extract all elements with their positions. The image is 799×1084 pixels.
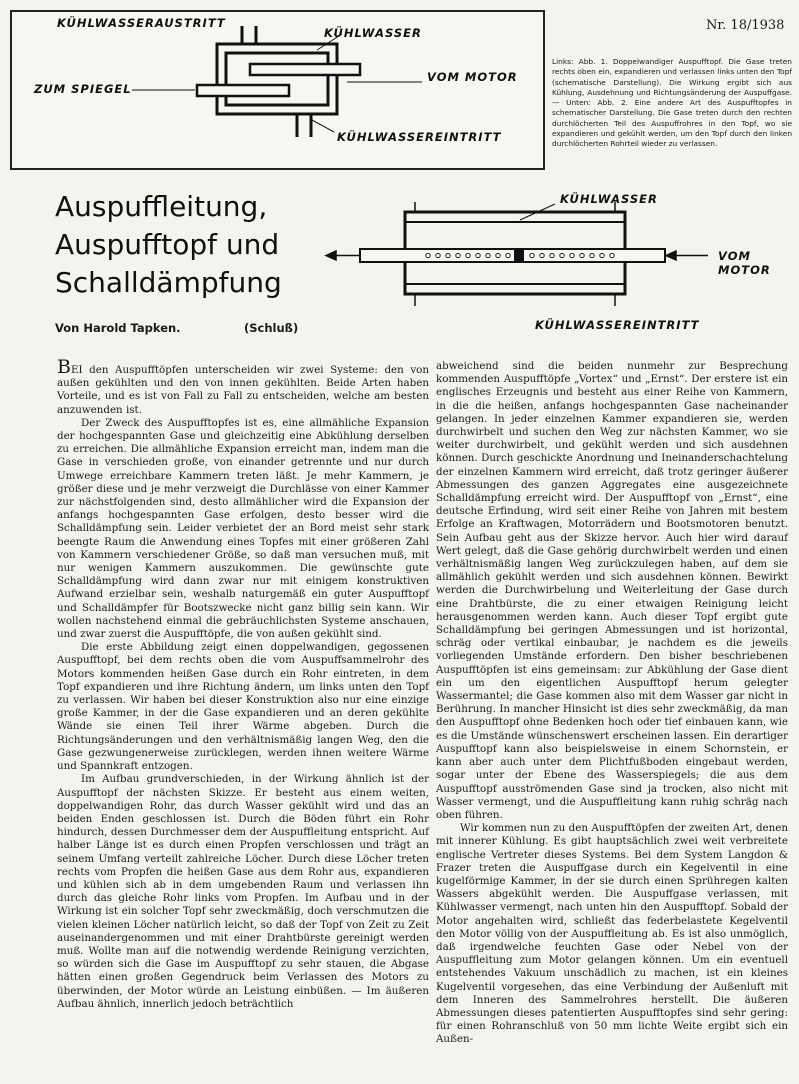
perforated-pipe xyxy=(360,249,665,262)
paragraph xyxy=(57,356,429,417)
label-coolant-2: KÜHLWASSER xyxy=(560,192,658,206)
article-title xyxy=(55,188,315,302)
title-line-3: Schalldämpfung xyxy=(55,266,282,299)
drop-cap: B xyxy=(57,356,71,378)
label-coolant-inlet-2: KÜHLWASSEREINTRITT xyxy=(535,318,700,332)
title-line-2: Auspufftopf und xyxy=(55,228,280,261)
body-column-right xyxy=(436,360,788,1047)
paragraph-text: EI den Auspufftöpfen unterscheiden wir zwei Systeme: den von außen gekühlten und den von innen gekühlten. Beide Arten haben Vorteile, und es ist von Fall zu Fall zu entscheiden, welche am besten anzuwenden ist. xyxy=(57,364,429,416)
entry-arrow xyxy=(666,251,676,260)
label-from-motor-2: VOM MOTOR xyxy=(718,249,771,277)
body-column-left xyxy=(57,356,429,1011)
paragraph: Der Zweck des Auspufftopfes ist es, eine allmähliche Expansion der hochgespannten Gase und gleichzeitig eine Abkühlung derselben zu erreichen. Die allmähliche Expansion erreicht man, indem man die Gase in verschieden große, von einander getrennte und nur durch Umwege erreichbare Kammern treten läßt. Je mehr Kammern, je größer diese und je mehr verzweigt die Durchlässe von einer Kammer zur nächstfolgenden sind, desto allmählicher wird die Expansion der anfangs hochgespannten Gase erfolgen, desto besser wird die Schalldämpfung sein. Leider verbietet der an Bord meist sehr stark beengte Raum die Anwendung eines Topfes mit einer größeren Zahl von Kammern verschiedener Größe, so daß man versuchen muß, mit nur wenigen Kammern auszukommen. Die gewünschte gute Schalldämpfung wird dann zwar nur mit einigem konstruktiven Aufwand erzielbar sein, weshalb naturgemäß ein guter Auspufftopf und Schalldämpfer für Bootszwecke nicht ganz billig sein kann. Wir wollen nachstehend einmal die gebräuchlichsten Systeme anschauen, und zwar zuerst die Auspufftöpfe, die von außen gekühlt sind. xyxy=(57,416,429,641)
label-coolant-outlet: KÜHLWASSERAUSTRITT xyxy=(57,16,226,30)
title-line-1: Auspuffleitung, xyxy=(55,190,268,223)
issue-number: Nr. 18/1938 xyxy=(706,18,785,33)
label-from-motor: VOM MOTOR xyxy=(427,70,518,84)
figure-1 xyxy=(10,10,545,170)
paragraph: Wir kommen nun zu den Auspufftöpfen der zweiten Art, denen mit innerer Kühlung. Es gibt hauptsächlich zwei weit verbreitete englische Vertreter dieses Systems. Bei dem System Langdon & Frazer treten die Auspuffgase durch ein Kegelventil in eine kugelförmige Kammer, in der sie durch einen Sprühregen kalten Wassers abgekühlt werden. Die Auspuffgase verlassen, mit Kühlwasser vermengt, nach unten hin den Auspufftopf. Sobald der Motor angehalten wird, schließt das federbelastete Kegelventil den Motor völlig von der Auspuffleitung ab. Es ist also unmöglich, daß irgendwelche feuchten Gase oder Nebel von der Auspuffleitung zum Motor gelangen können. Um ein eventuell entstehendes Vakuum unschädlich zu machen, ist ein kleines Kugelventil vorgesehen, das eine Verbindung der Außenluft mit dem Inneren des Sammelrohres herstellt. Die äußeren Abmessungen dieses patentierten Auspufftopfes sind sehr gering: für einen Rohranschluß von 50 mm lichte Weite ergibt sich ein Außen- xyxy=(436,822,788,1046)
figure-caption: Links: Abb. 1. Doppelwandiger Auspufftopf. Die Gase treten rechts oben ein, expandieren und verlassen links unten den Topf (schematische Darstellung). Die Wirkung ergibt sich aus Kühlung, Ausdehnung und Richtungsänderung der Auspuffgase. — Unten: Abb. 2. Eine andere Art des Auspufftopfes in schematischer Darstellung. Die Gase treten durch den rechten durchlöcherten Teil des Auspuffrohres in den Topf, wo sie expandieren und gekühlt werden, um den Topf durch den linken durchlöcherten Rohrteil wieder zu verlassen. xyxy=(552,57,792,149)
inlet-pipe xyxy=(250,64,360,75)
paragraph: Die erste Abbildung zeigt einen doppelwandigen, gegossenen Auspufftopf, bei dem rechts oben die vom Auspuffsammelrohr des Motors kommenden heißen Gase durch ein Rohr eintreten, in dem Topf expandieren und ihre Richtung ändern, um links unten den Topf zu verlassen. Wir haben bei dieser Konstruktion also nur eine einzige große Kammer, in der die Gase expandieren und an deren gekühlte Wände sie einen Teil ihrer Wärme abgeben. Durch die Richtungsänderungen und den verhältnismäßig langen Weg, den die Gase gezwungenerweise zurücklegen, werden ihnen weitere Wärme und Spannkraft entzogen. xyxy=(57,641,429,773)
pipe-plug xyxy=(514,248,524,263)
paragraph: abweichend sind die beiden nunmehr zur Besprechung kommenden Auspufftöpfe „Vortex“ und „Ernst“. Der erstere ist ein englisches Erzeugnis und besteht aus einer Reihe von Kammern, in die die heißen, anfangs hochgespannten Gase nacheinander gelangen. In jeder einzelnen Kammer expandieren sie, werden durchwirbelt und suchen den Weg zur nächsten Kammer, wo sie weiter durchwirbelt, und gekühlt werden und sich ausdehnen können. Durch geschickte Anordnung und Ineinanderschachtelung der einzelnen Kammern wird erreicht, daß trotz geringer äußerer Abmessungen des ganzen Aggregates eine ausgezeichnete Schalldämpfung erreicht wird. Der Auspufftopf von „Ernst“, eine deutsche Erfindung, wird seit einer Reihe von Jahren mit bestem Erfolge an Kraftwagen, Motorrädern und Bootsmotoren benutzt. Sein Aufbau geht aus der Skizze hervor. Auch hier wird darauf Wert gelegt, daß die Gase gehörig durchwirbelt werden und einen verhältnismäßig langen Weg zurückzulegen haben, auf dem sie allmählich gekühlt werden und sich ausdehnen können. Bewirkt werden die Durchwirbelung und Weiterleitung der Gase durch eine Drahtbürste, die zu einer etwaigen Reinigung leicht herausgenommen werden kann. Auch dieser Topf ergibt gute Schalldämpfung bei geringen Abmessungen und ist horizontal, schräg oder vertikal einbaubar, je nachdem es die jeweils vorliegenden Umstände erfordern. Den bisher beschriebenen Auspufftöpfen ist eins gemeinsam: zur Abkühlung der Gase dient ein um den eigentlichen Auspufftopf herum gelegter Wassermantel; die Gase kommen also mit dem Wasser gar nicht in Berührung. In mancher Hinsicht ist dies sehr zweckmäßig, da man den Auspufftopf ohne Bedenken hoch oder tief einbauen kann, wie es die Umstände wünschenswert erscheinen lassen. Ein derartiger Auspufftopf kann also beispielsweise in einem Schornstein, er kann aber auch unter dem Plichtfußboden eingebaut werden, sogar unter der Ebene des Wasserspiegels; die aus dem Auspufftopf ausströmenden Gase sind ja trocken, also nicht mit Wasser vermengt, und die Auspuffleitung kann ruhig schräg nach oben führen. xyxy=(436,360,788,821)
figure-2 xyxy=(320,180,799,340)
continuation-note: (Schluß) xyxy=(244,321,299,335)
author: Von Harold Tapken. xyxy=(55,321,181,335)
exit-arrow xyxy=(326,251,336,260)
label-coolant-inlet: KÜHLWASSEREINTRITT xyxy=(337,130,502,144)
outlet-pipe xyxy=(197,85,289,96)
paragraph: Im Aufbau grundverschieden, in der Wirkung ähnlich ist der Auspufftopf der nächsten Skizze. Er besteht aus einem weiten, doppelwandigen Rohr, das durch Wasser gekühlt wird und das an beiden Enden geschlossen ist. Durch die Böden führt ein Rohr hindurch, dessen Durchmesser dem der Auspuffleitung entspricht. Auf halber Länge ist es durch einen Propfen verschlossen und trägt an seinem Umfang verteilt zahlreiche Löcher. Durch diese Löcher treten rechts vom Propfen die heißen Gase aus dem Rohr aus, expandieren und kühlen sich ab in dem umgebenden Raum und verlassen ihn durch das gleiche Rohr links vom Propfen. Im Aufbau und in der Wirkung ist ein solcher Topf sehr zweckmäßig, doch verschmutzen die vielen kleinen Löcher natürlich leicht, so daß der Topf von Zeit zu Zeit auseinandergenommen und mit einer Drahtbürste gereinigt werden muß. Wollte man auf die notwendig werdende Reinigung verzichten, so würden sich die Gase im Auspufftopf zu sehr stauen, die Abgase hätten einen großen Gegendruck beim Verlassen des Motors zu überwinden, der Motor würde an Leistung einbüßen. — Im äußeren Aufbau ähnlich, innerlich jedoch beträchtlich xyxy=(57,773,429,1010)
label-coolant: KÜHLWASSER xyxy=(324,26,422,40)
label-to-mirror: ZUM SPIEGEL xyxy=(34,82,132,96)
